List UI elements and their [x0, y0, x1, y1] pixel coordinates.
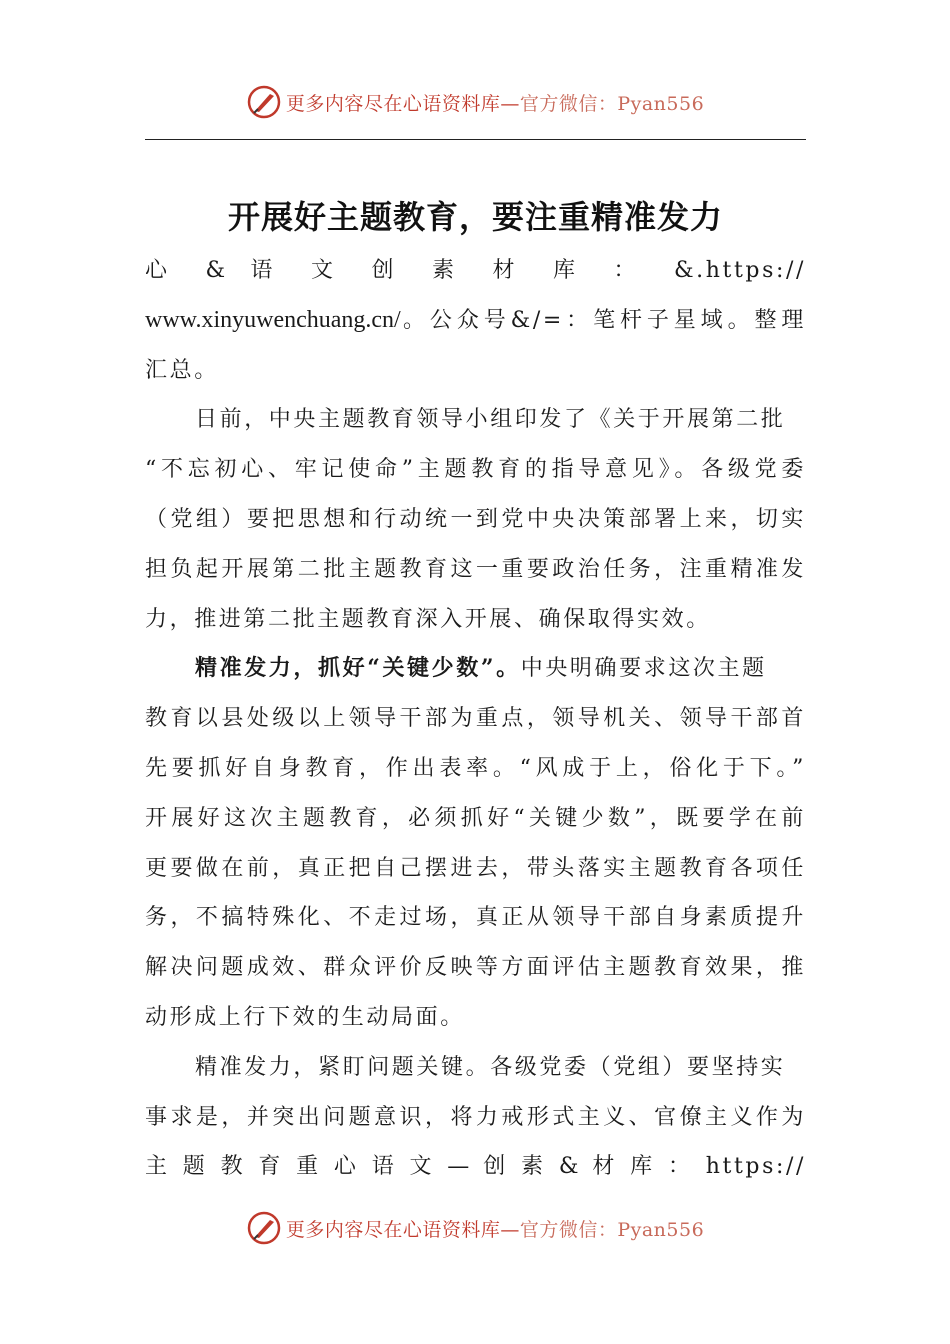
- p2-line: 解决问题成效、群众评价反映等方面评估主题教育效果，推: [145, 955, 806, 981]
- intro-line-3: 汇总。: [145, 357, 219, 383]
- intro-line-1: 心 & 语 文 创 素 材 库 ： &.https://: [145, 258, 806, 283]
- intro-line-2: www.xinyuwenchuang.cn/。公众号&/=：笔杆子星域。整理: [145, 306, 806, 333]
- footer-banner-text: 更多内容尽在心语资料库—官方微信：Pyan556: [285, 1218, 705, 1241]
- p1-line: 日前，中央主题教育领导小组印发了《关于开展第二批: [195, 407, 786, 433]
- quill-logo-icon: [246, 84, 282, 120]
- p1-line: （党组）要把思想和行动统一到党中央决策部署上来，切实: [145, 506, 806, 532]
- document-title: 开展好主题教育，要注重精准发力: [227, 198, 723, 236]
- p3-line: 精准发力，紧盯问题关键。各级党委（党组）要坚持实: [195, 1054, 786, 1080]
- p2-line: 更要做在前，真正把自己摆进去，带头落实主题教育各项任: [145, 855, 806, 881]
- p2-line: 务，不搞特殊化、不走过场，真正从领导干部自身素质提升: [145, 905, 806, 931]
- header-rule: [145, 139, 806, 140]
- p2-line: 教育以县处级以上领导干部为重点，领导机关、领导干部首: [145, 706, 806, 732]
- footer-banner: [0, 1208, 950, 1248]
- p3-line: 主 题 教 育 重 心 语 文 — 创 素 & 材 库 ： https://: [145, 1154, 806, 1180]
- intro-url: www.xinyuwenchuang.cn/: [145, 306, 401, 333]
- p1-line: 力，推进第二批主题教育深入开展、确保取得实效。: [145, 606, 711, 632]
- p2-line: 开展好这次主题教育，必须抓好“关键少数”，既要学在前: [145, 805, 806, 831]
- p3-line: 事求是，并突出问题意识，将力戒形式主义、官僚主义作为: [145, 1104, 806, 1130]
- p2-line: 精准发力，抓好“关键少数”。中央明确要求这次主题: [195, 655, 767, 682]
- p1-line: 担负起开展第二批主题教育这一重要政治任务，注重精准发: [145, 556, 806, 582]
- quill-logo-icon: [246, 1210, 282, 1246]
- header-banner-text: 更多内容尽在心语资料库—官方微信：Pyan556: [285, 92, 705, 115]
- p1-line: “不忘初心、牢记使命”主题教育的指导意见》。各级党委: [145, 457, 806, 483]
- p2-line: 动形成上行下效的生动局面。: [145, 1004, 465, 1030]
- p2-lead: 精准发力，抓好“关键少数”。: [195, 655, 521, 682]
- p2-line: 先要抓好自身教育，作出表率。“风成于上，俗化于下。”: [145, 755, 806, 781]
- header-banner: [0, 82, 950, 122]
- document-body: [145, 246, 806, 1192]
